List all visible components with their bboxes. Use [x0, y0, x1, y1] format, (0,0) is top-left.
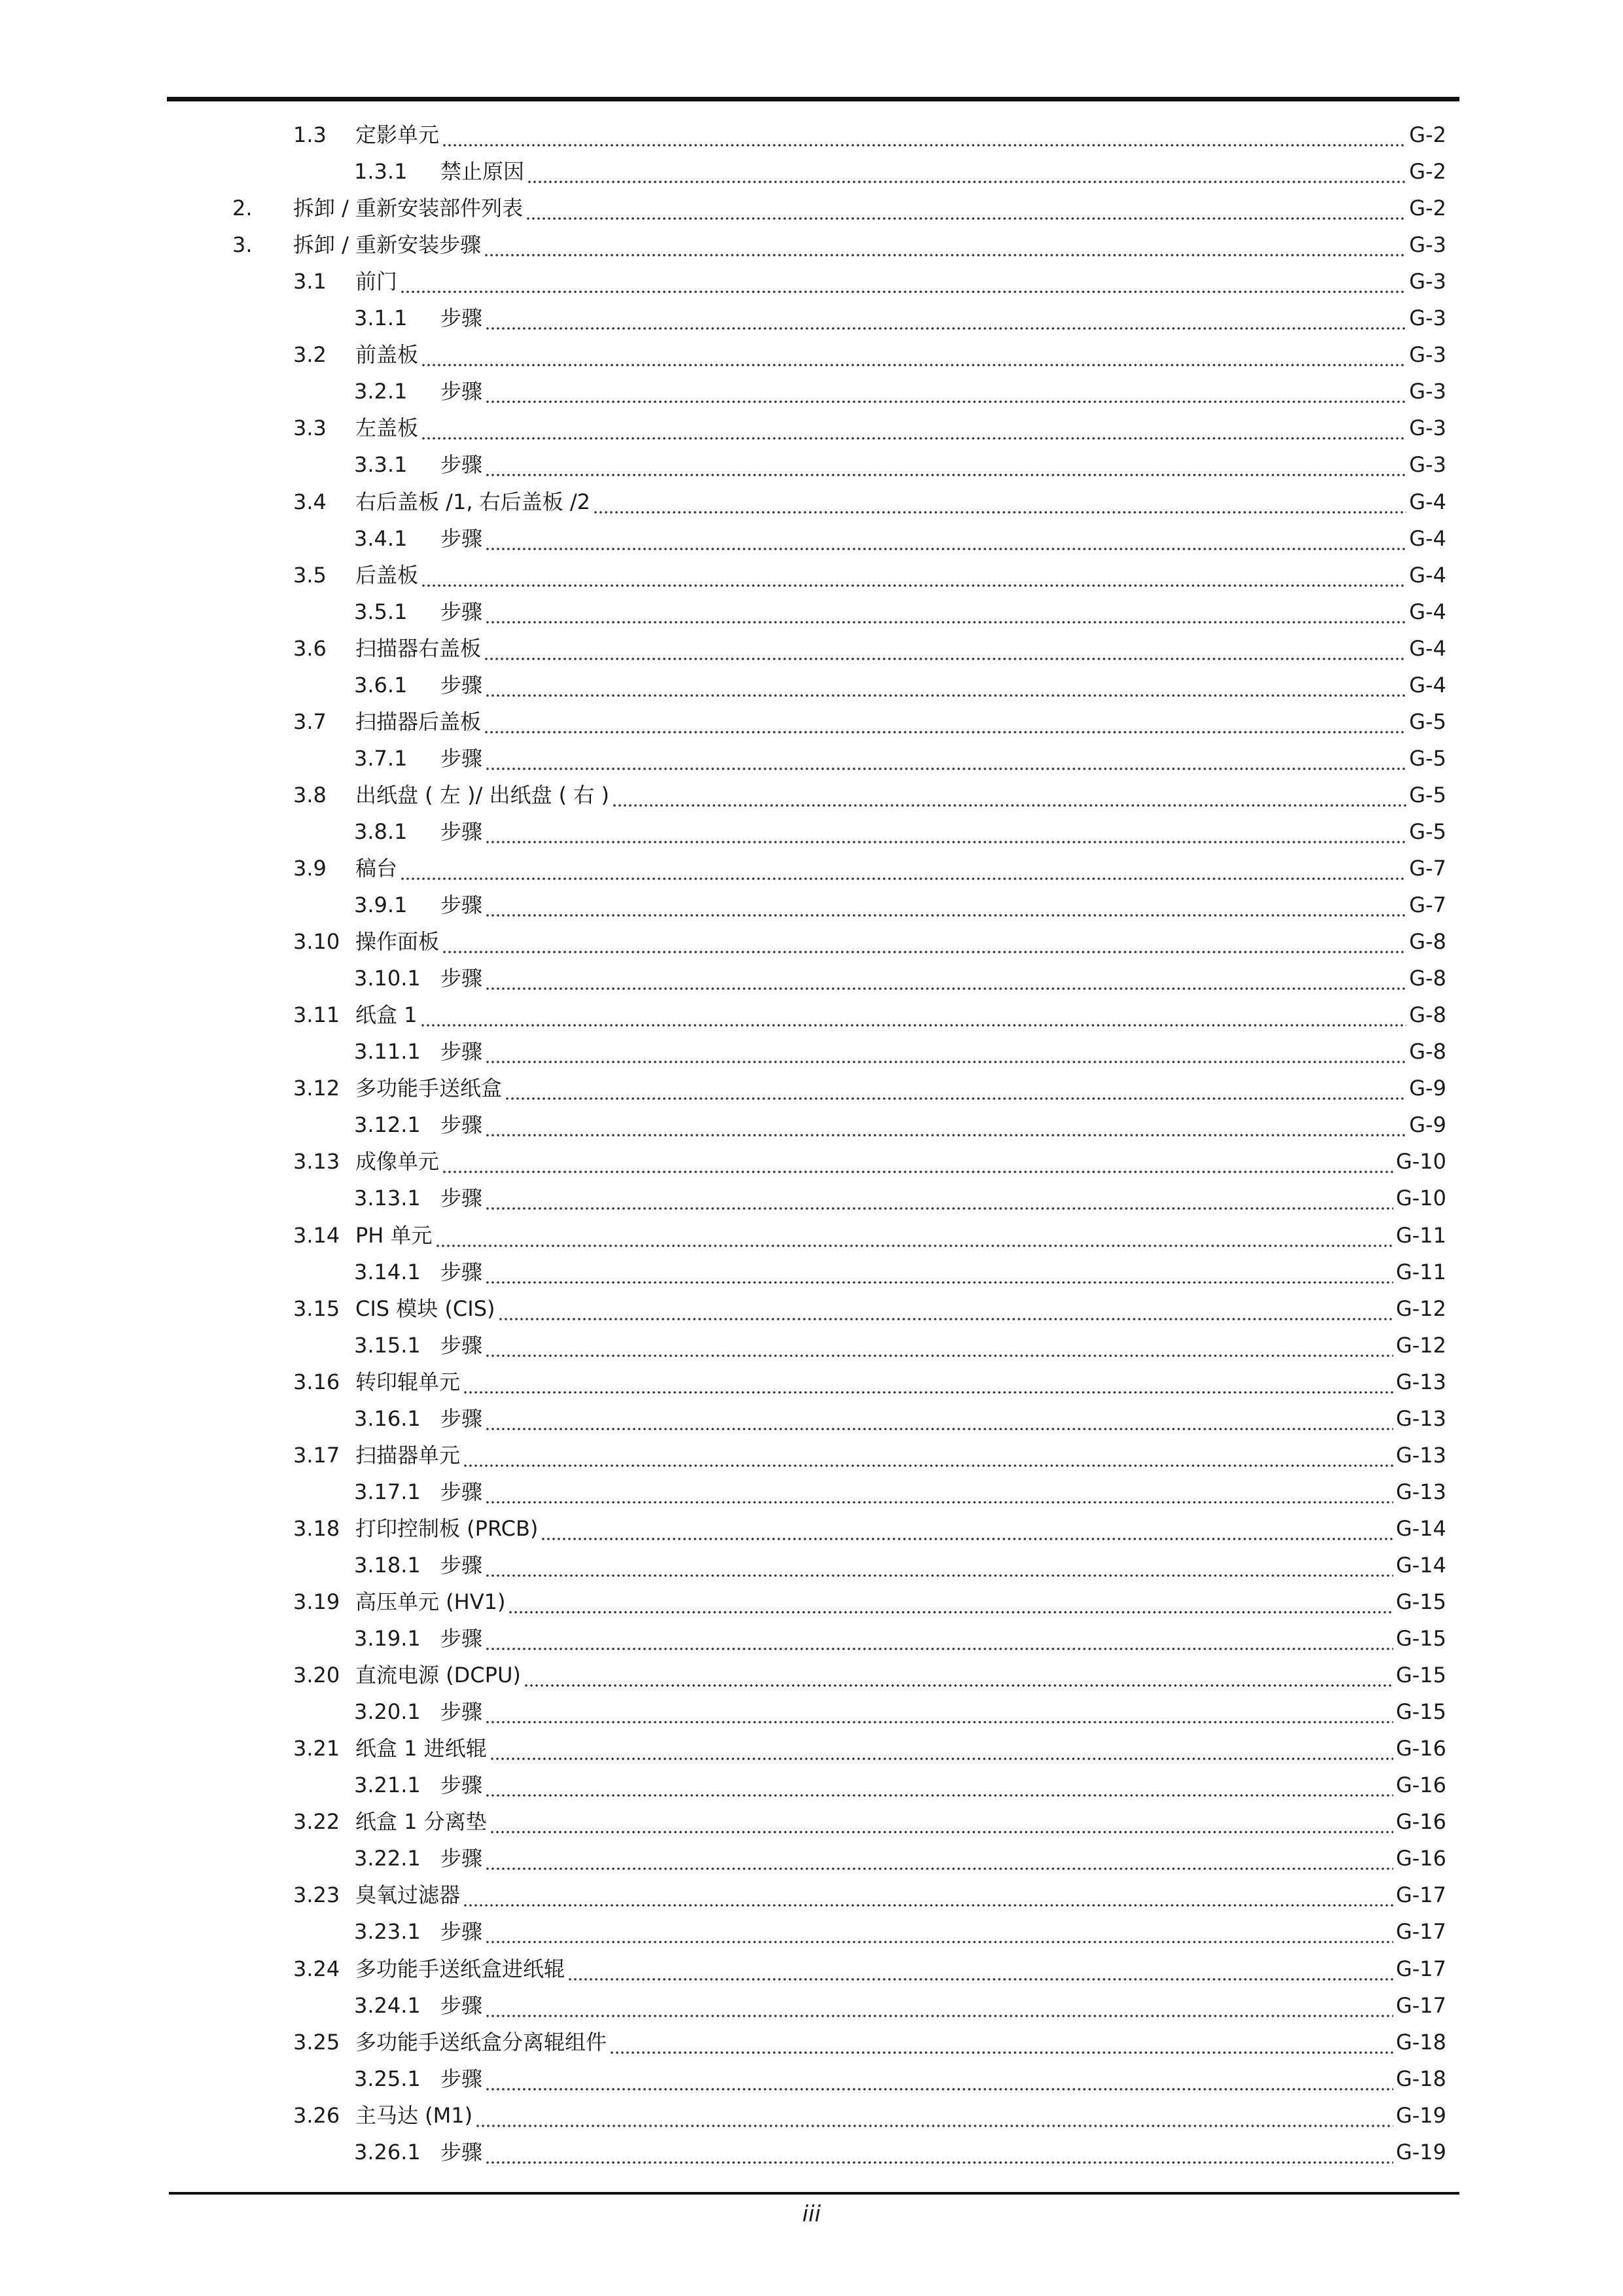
toc-entry-number: 3.15.1	[354, 1332, 421, 1358]
dot-leader	[567, 1952, 1393, 1986]
toc-entry-title: 步骤	[440, 1699, 483, 1725]
dot-leader	[508, 1585, 1393, 1619]
toc-entry-number: 3.	[232, 232, 253, 258]
toc-entry-title: 稿台	[355, 856, 398, 881]
toc-entry-page: G-13	[1395, 1479, 1446, 1504]
dot-leader	[485, 668, 1406, 702]
toc-entry-title: 步骤	[440, 1479, 483, 1504]
toc-entry-title: 多功能手送纸盒	[355, 1076, 503, 1101]
toc-entry-page: G-17	[1395, 1882, 1446, 1908]
toc-entry-title: 步骤	[440, 1112, 483, 1138]
toc-entry-page: G-14	[1395, 1552, 1446, 1578]
toc-entry-page: G-2	[1409, 122, 1446, 147]
toc-entry[interactable]	[0, 448, 1623, 482]
toc-entry-number: 1.3	[293, 122, 327, 147]
toc-entry-page: G-3	[1409, 269, 1446, 294]
toc-entry-page: G-5	[1409, 709, 1446, 734]
dot-leader	[485, 1328, 1393, 1362]
toc-entry[interactable]	[0, 228, 1623, 262]
toc-entry[interactable]	[0, 1988, 1623, 2022]
toc-entry-number: 3.21	[293, 1736, 340, 1761]
toc-entry[interactable]	[0, 1438, 1623, 1472]
toc-entry-number: 3.22	[293, 1809, 340, 1835]
toc-entry[interactable]	[0, 264, 1623, 298]
toc-entry[interactable]	[0, 1365, 1623, 1399]
dot-leader	[490, 1731, 1393, 1765]
toc-entry-title: 步骤	[440, 525, 483, 551]
dot-leader	[524, 1658, 1393, 1692]
toc-entry-title: 步骤	[440, 1039, 483, 1065]
toc-entry[interactable]	[0, 1511, 1623, 1545]
toc-entry-title: 步骤	[440, 1186, 483, 1211]
toc-entry-title: 纸盒 1 进纸辊	[355, 1736, 487, 1761]
toc-entry-number: 3.11.1	[354, 1039, 421, 1065]
dot-leader	[485, 1988, 1393, 2022]
toc-entry[interactable]	[0, 1181, 1623, 1215]
toc-entry[interactable]	[0, 1328, 1623, 1362]
toc-entry-page: G-9	[1409, 1076, 1446, 1101]
toc-entry[interactable]	[0, 595, 1623, 629]
toc-entry-page: G-11	[1395, 1259, 1446, 1284]
dot-leader	[463, 1878, 1393, 1912]
toc-entry-title: 步骤	[440, 1773, 483, 1798]
toc-entry[interactable]	[0, 1034, 1623, 1069]
toc-entry-title: 步骤	[440, 1919, 483, 1945]
toc-entry-number: 3.17	[293, 1442, 340, 1468]
dot-leader	[421, 338, 1406, 372]
toc-entry-title: 定影单元	[355, 122, 440, 147]
toc-entry[interactable]	[0, 1585, 1623, 1619]
toc-entry[interactable]	[0, 961, 1623, 995]
dot-leader	[612, 778, 1406, 812]
toc-entry-title: 步骤	[440, 1405, 483, 1431]
toc-entry-title: 多功能手送纸盒分离辊组件	[355, 2029, 607, 2055]
dot-leader	[463, 1438, 1393, 1472]
toc-entry[interactable]	[0, 558, 1623, 592]
dot-leader	[484, 228, 1406, 262]
toc-entry-title: 转印辊单元	[355, 1369, 461, 1394]
toc-entry[interactable]	[0, 1695, 1623, 1729]
toc-entry-title: 前盖板	[355, 342, 419, 368]
toc-entry[interactable]	[0, 338, 1623, 372]
toc-entry[interactable]	[0, 1255, 1623, 1289]
dot-leader	[400, 264, 1406, 298]
dot-leader	[475, 2098, 1393, 2132]
toc-entry-title: 步骤	[440, 2066, 483, 2091]
dot-leader	[485, 888, 1406, 922]
toc-entry-number: 3.9	[293, 856, 327, 881]
toc-entry-page: G-17	[1395, 1956, 1446, 1981]
dot-leader	[485, 1402, 1393, 1436]
toc-entry-page: G-2	[1409, 159, 1446, 185]
dot-leader	[400, 851, 1406, 885]
dot-leader	[442, 925, 1406, 959]
toc-entry-page: G-16	[1395, 1773, 1446, 1798]
toc-entry-title: 主马达 (M1)	[355, 2102, 473, 2128]
toc-entry-page: G-13	[1395, 1369, 1446, 1394]
toc-entry-number: 3.8	[293, 782, 327, 807]
toc-entry[interactable]	[0, 778, 1623, 812]
toc-entry-title: 步骤	[440, 2139, 483, 2164]
dot-leader	[421, 411, 1406, 445]
toc-entry-number: 3.6	[293, 635, 327, 661]
toc-entry-page: G-17	[1395, 1992, 1446, 2018]
toc-entry-title: 右后盖板 /1, 右后盖板 /2	[355, 489, 590, 514]
footer-rule	[169, 2192, 1459, 2195]
toc-entry[interactable]	[0, 411, 1623, 445]
toc-entry[interactable]	[0, 521, 1623, 556]
toc-entry-title: 步骤	[440, 819, 483, 844]
toc-entry-number: 3.10.1	[354, 966, 421, 991]
toc-entry[interactable]	[0, 1548, 1623, 1582]
toc-entry-number: 3.1	[293, 269, 327, 294]
toc-entry-page: G-8	[1409, 1002, 1446, 1028]
toc-entry-title: 成像单元	[355, 1149, 440, 1174]
toc-entry-page: G-11	[1395, 1222, 1446, 1248]
toc-entry-page: G-10	[1395, 1149, 1446, 1174]
dot-leader	[485, 1915, 1393, 1949]
toc-entry[interactable]	[0, 1658, 1623, 1692]
dot-leader	[485, 448, 1406, 482]
toc-entry[interactable]	[0, 191, 1623, 225]
toc-entry[interactable]	[0, 1878, 1623, 1912]
toc-entry-page: G-12	[1395, 1296, 1446, 1321]
toc-entry-page: G-4	[1409, 489, 1446, 514]
toc-entry[interactable]	[0, 1621, 1623, 1655]
toc-entry-number: 3.25	[293, 2029, 340, 2055]
dot-leader	[485, 1181, 1393, 1215]
toc-entry-title: 前门	[355, 269, 398, 294]
toc-entry-page: G-15	[1395, 1663, 1446, 1688]
toc-entry-page: G-14	[1395, 1515, 1446, 1541]
toc-entry[interactable]	[0, 301, 1623, 335]
toc-entry-number: 3.1.1	[354, 306, 408, 331]
toc-entry-page: G-4	[1409, 525, 1446, 551]
page-number: iii	[802, 2201, 821, 2227]
toc-entry[interactable]	[0, 741, 1623, 775]
toc-entry-number: 3.10	[293, 929, 340, 955]
dot-leader	[485, 1034, 1406, 1069]
toc-entry-title: 扫描器后盖板	[355, 709, 482, 734]
toc-entry-page: G-4	[1409, 599, 1446, 624]
toc-entry-page: G-13	[1395, 1405, 1446, 1431]
toc-entry[interactable]	[0, 998, 1623, 1032]
dot-leader	[505, 1071, 1406, 1105]
dot-leader	[526, 191, 1406, 225]
toc-entry-title: 步骤	[440, 1992, 483, 2018]
toc-entry-title: 纸盒 1	[355, 1002, 418, 1028]
toc-entry-page: G-8	[1409, 1039, 1446, 1065]
toc-entry-number: 3.11	[293, 1002, 340, 1028]
dot-leader	[485, 2062, 1393, 2096]
toc-entry-title: 步骤	[440, 1552, 483, 1578]
dot-leader	[541, 1511, 1393, 1545]
dot-leader	[485, 2135, 1393, 2169]
toc-entry[interactable]	[0, 1144, 1623, 1178]
toc-entry-page: G-3	[1409, 452, 1446, 478]
toc-entry[interactable]	[0, 154, 1623, 188]
toc-entry-page: G-19	[1395, 2102, 1446, 2128]
toc-entry-page: G-15	[1395, 1699, 1446, 1725]
toc-entry-title: 步骤	[440, 745, 483, 771]
dot-leader	[485, 1475, 1393, 1509]
dot-leader	[463, 1365, 1393, 1399]
dot-leader	[485, 301, 1406, 335]
toc-entry-number: 3.4	[293, 489, 327, 514]
toc-entry-page: G-12	[1395, 1332, 1446, 1358]
toc-entry-title: 左盖板	[355, 415, 419, 441]
toc-entry[interactable]	[0, 118, 1623, 152]
toc-entry[interactable]	[0, 668, 1623, 702]
toc-entry[interactable]	[0, 815, 1623, 849]
toc-entry-title: PH 单元	[355, 1222, 433, 1248]
toc-entry-number: 3.26	[293, 2102, 340, 2128]
dot-leader	[421, 558, 1406, 592]
toc-entry[interactable]	[0, 1841, 1623, 1875]
toc-entry[interactable]	[0, 2098, 1623, 2132]
toc-entry-number: 3.24	[293, 1956, 340, 1981]
toc-entry[interactable]	[0, 705, 1623, 739]
toc-entry[interactable]	[0, 631, 1623, 665]
dot-leader	[485, 1621, 1393, 1655]
toc-entry-page: G-7	[1409, 856, 1446, 881]
toc-entry-number: 3.20	[293, 1663, 340, 1688]
dot-leader	[485, 1108, 1406, 1142]
toc-entry-number: 3.3	[293, 415, 327, 441]
toc-entry-page: G-15	[1395, 1626, 1446, 1651]
toc-entry-page: G-4	[1409, 635, 1446, 661]
dot-leader	[485, 961, 1406, 995]
toc-entry-title: 臭氧过滤器	[355, 1882, 461, 1908]
toc-entry-page: G-3	[1409, 342, 1446, 368]
dot-leader	[485, 1841, 1393, 1875]
toc-entry-page: G-15	[1395, 1589, 1446, 1614]
toc-entry-title: 步骤	[440, 1846, 483, 1871]
dot-leader	[435, 1218, 1393, 1252]
toc-entry-number: 3.2	[293, 342, 327, 368]
toc-entry-title: 拆卸 / 重新安装部件列表	[293, 196, 524, 221]
toc-entry-number: 3.23	[293, 1882, 340, 1908]
toc-entry-number: 3.2.1	[354, 379, 408, 404]
toc-entry-title: 步骤	[440, 379, 483, 404]
toc-entry-title: 操作面板	[355, 929, 440, 955]
toc-entry-title: 步骤	[440, 452, 483, 478]
dot-leader	[484, 631, 1406, 665]
toc-entry-number: 3.16.1	[354, 1405, 421, 1431]
toc-entry[interactable]	[0, 1768, 1623, 1802]
toc-entry-page: G-3	[1409, 306, 1446, 331]
toc-entry-number: 3.13.1	[354, 1186, 421, 1211]
toc-entry[interactable]	[0, 2025, 1623, 2059]
toc-entry-title: 高压单元 (HV1)	[355, 1589, 506, 1614]
toc-entry[interactable]	[0, 485, 1623, 519]
toc-entry-number: 3.13	[293, 1149, 340, 1174]
toc-entry[interactable]	[0, 1292, 1623, 1326]
toc-entry-title: 步骤	[440, 892, 483, 918]
toc-entry-page: G-4	[1409, 562, 1446, 588]
toc-entry-number: 3.20.1	[354, 1699, 421, 1725]
toc-entry-number: 3.3.1	[354, 452, 408, 478]
toc-entry[interactable]	[0, 2135, 1623, 2169]
dot-leader	[498, 1292, 1393, 1326]
toc-entry-title: 步骤	[440, 1626, 483, 1651]
dot-leader	[485, 815, 1406, 849]
toc-entry-number: 3.4.1	[354, 525, 408, 551]
dot-leader	[485, 1548, 1393, 1582]
toc-entry-title: 纸盒 1 分离垫	[355, 1809, 487, 1835]
toc-entry[interactable]	[0, 2062, 1623, 2096]
dot-leader	[609, 2025, 1393, 2059]
toc-entry-title: 步骤	[440, 306, 483, 331]
toc-entry-title: 拆卸 / 重新安装步骤	[293, 232, 482, 258]
toc-entry-number: 3.18	[293, 1515, 340, 1541]
dot-leader	[485, 1695, 1393, 1729]
toc-entry[interactable]	[0, 1952, 1623, 1986]
toc-entry[interactable]	[0, 1805, 1623, 1839]
toc-entry-number: 3.15	[293, 1296, 340, 1321]
toc-entry-page: G-5	[1409, 819, 1446, 844]
toc-entry[interactable]	[0, 888, 1623, 922]
toc-entry[interactable]	[0, 1218, 1623, 1252]
dot-leader	[485, 1255, 1393, 1289]
toc-entry-number: 3.18.1	[354, 1552, 421, 1578]
dot-leader	[593, 485, 1406, 519]
toc-entry[interactable]	[0, 1402, 1623, 1436]
toc-entry-page: G-10	[1395, 1186, 1446, 1211]
toc-entry-number: 3.16	[293, 1369, 340, 1394]
toc-entry-number: 2.	[232, 196, 253, 221]
dot-leader	[485, 741, 1406, 775]
toc-entry-page: G-16	[1395, 1809, 1446, 1835]
toc-entry-page: G-8	[1409, 966, 1446, 991]
toc-entry[interactable]	[0, 374, 1623, 408]
toc-entry-page: G-2	[1409, 196, 1446, 221]
toc-entry-number: 3.9.1	[354, 892, 408, 918]
header-rule	[167, 97, 1459, 101]
toc-entry-number: 3.17.1	[354, 1479, 421, 1504]
toc-entry-title: 步骤	[440, 966, 483, 991]
toc-entry-page: G-3	[1409, 415, 1446, 441]
toc-entry-number: 1.3.1	[354, 159, 408, 185]
toc-entry-page: G-5	[1409, 782, 1446, 807]
toc-entry-number: 3.26.1	[354, 2139, 421, 2164]
toc-entry-page: G-17	[1395, 1919, 1446, 1945]
toc-entry-number: 3.19	[293, 1589, 340, 1614]
toc-entry-title: 打印控制板 (PRCB)	[355, 1515, 539, 1541]
dot-leader	[485, 595, 1406, 629]
toc-entry-page: G-7	[1409, 892, 1446, 918]
toc-entry-title: 多功能手送纸盒进纸辊	[355, 1956, 565, 1981]
toc-entry-title: 出纸盘 ( 左 )/ 出纸盘 ( 右 )	[355, 782, 609, 807]
toc-entry-number: 3.12.1	[354, 1112, 421, 1138]
toc-entry-number: 3.5.1	[354, 599, 408, 624]
toc-entry-number: 3.7	[293, 709, 327, 734]
dot-leader	[484, 705, 1406, 739]
toc-entry-number: 3.12	[293, 1076, 340, 1101]
toc-entry-page: G-13	[1395, 1442, 1446, 1468]
toc-entry-page: G-18	[1395, 2029, 1446, 2055]
toc-entry-number: 3.19.1	[354, 1626, 421, 1651]
toc-entry[interactable]	[0, 1915, 1623, 1949]
toc-entry-number: 3.8.1	[354, 819, 408, 844]
toc-entry-number: 3.25.1	[354, 2066, 421, 2091]
dot-leader	[442, 118, 1406, 152]
toc-entry-title: 步骤	[440, 1332, 483, 1358]
dot-leader	[490, 1805, 1393, 1839]
toc-entry-title: 扫描器单元	[355, 1442, 461, 1468]
toc-entry-page: G-8	[1409, 929, 1446, 955]
toc-entry-number: 3.7.1	[354, 745, 408, 771]
toc-entry-page: G-19	[1395, 2139, 1446, 2164]
toc-entry-title: 直流电源 (DCPU)	[355, 1663, 521, 1688]
toc-entry-title: 步骤	[440, 599, 483, 624]
toc-entry[interactable]	[0, 1108, 1623, 1142]
toc-entry-number: 3.23.1	[354, 1919, 421, 1945]
toc-entry[interactable]	[0, 851, 1623, 885]
toc-entry[interactable]	[0, 1731, 1623, 1765]
toc-entry-title: 禁止原因	[440, 159, 525, 185]
toc-entry-number: 3.24.1	[354, 1992, 421, 2018]
toc-entry-page: G-16	[1395, 1846, 1446, 1871]
toc-entry-page: G-16	[1395, 1736, 1446, 1761]
toc-entry-number: 3.14	[293, 1222, 340, 1248]
dot-leader	[485, 521, 1406, 556]
toc-entry-page: G-18	[1395, 2066, 1446, 2091]
dot-leader	[527, 154, 1406, 188]
toc-entry[interactable]	[0, 1071, 1623, 1105]
toc-entry[interactable]	[0, 1475, 1623, 1509]
dot-leader	[442, 1144, 1393, 1178]
toc-entry-title: 扫描器右盖板	[355, 635, 482, 661]
toc-entry-page: G-5	[1409, 745, 1446, 771]
toc-entry-number: 3.5	[293, 562, 327, 588]
dot-leader	[485, 1768, 1393, 1802]
toc-entry-number: 3.14.1	[354, 1259, 421, 1284]
dot-leader	[420, 998, 1407, 1032]
toc-entry-title: CIS 模块 (CIS)	[355, 1296, 495, 1321]
toc-entry-title: 后盖板	[355, 562, 419, 588]
toc-entry[interactable]	[0, 925, 1623, 959]
toc-entry-page: G-9	[1409, 1112, 1446, 1138]
toc-entry-number: 3.21.1	[354, 1773, 421, 1798]
toc-entry-number: 3.6.1	[354, 672, 408, 698]
toc-entry-page: G-4	[1409, 672, 1446, 698]
toc-entry-page: G-3	[1409, 379, 1446, 404]
toc-entry-number: 3.22.1	[354, 1846, 421, 1871]
dot-leader	[485, 374, 1406, 408]
toc-entry-title: 步骤	[440, 1259, 483, 1284]
toc-entry-title: 步骤	[440, 672, 483, 698]
toc-entry-page: G-3	[1409, 232, 1446, 258]
